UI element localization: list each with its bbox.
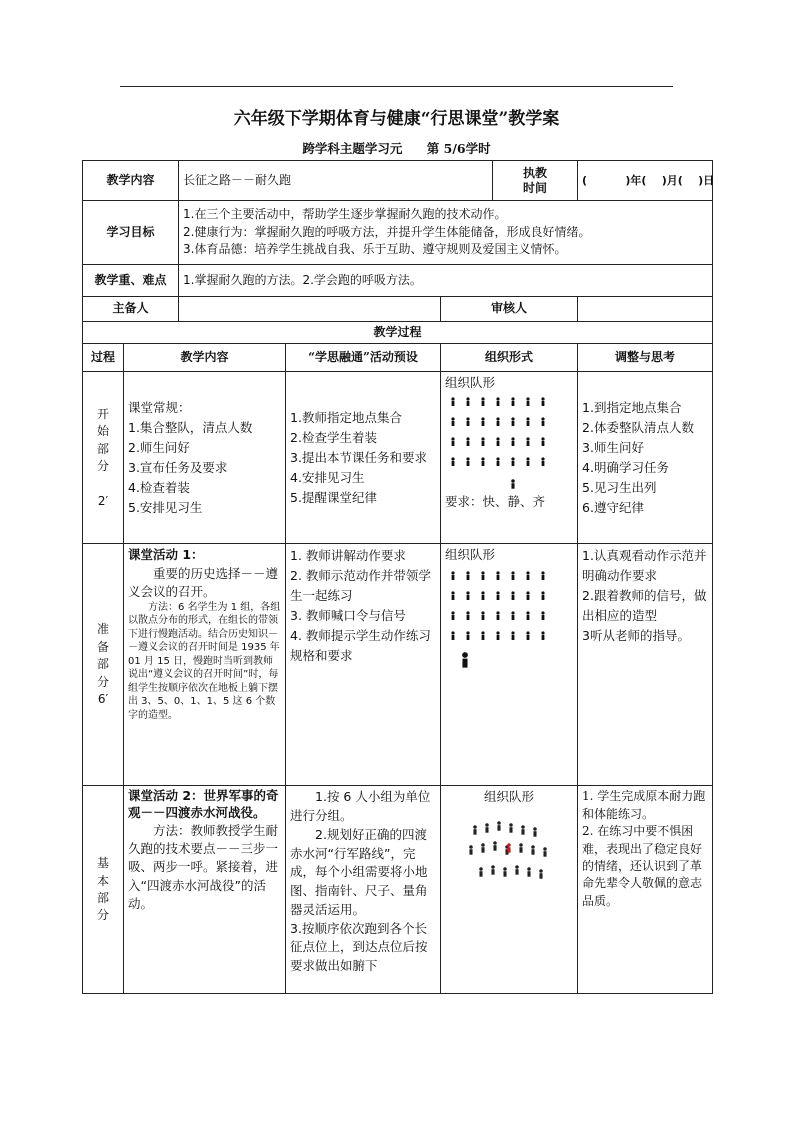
student-figure [526, 437, 529, 446]
main-content [124, 786, 286, 994]
student-figure [473, 825, 477, 834]
teacher-figure [511, 479, 515, 488]
student-figure [469, 845, 473, 854]
activity-line: 1.教师指定地点集合 [290, 409, 402, 425]
student-figure [496, 437, 499, 446]
goals-label: 学习目标 [83, 201, 179, 265]
subtitle-lesson: 第 5/6学时 [426, 141, 491, 156]
student-figure [496, 397, 499, 406]
student-figure [503, 867, 507, 876]
activity-line: 2.规划好正确的四渡赤水河“行军路线”，完成，每个小组需要将小地图、指南针、尺子、量角器灵活运用。 [290, 826, 428, 917]
student-figure [496, 631, 499, 640]
reflection-line: 1.认真观看动作示范并明确动作要求 [582, 548, 707, 584]
content-line: 2.师生问好 [128, 439, 190, 455]
org-note: 要求：快、静、齐 [445, 493, 546, 509]
student-figure [541, 631, 544, 640]
activity-line: 1.按 6 人小组为单位进行分组。 [290, 789, 431, 824]
exec-time-value: ( )年( )月( )日 [578, 161, 713, 201]
activity-method: 方法：教师教授学生耐久跑的技术要点－－三步一吸、两步一呼。紧接着，进入“四渡赤水河战役”的活动。 [128, 823, 279, 911]
student-figure [451, 397, 454, 406]
reflection-line: 6.遵守纪律 [582, 499, 644, 515]
student-figure [479, 867, 483, 876]
activity-lead: 重要的历史选择－－遵义会议的召开。 [128, 565, 279, 599]
content-value: 长征之路－－耐久跑 [179, 161, 493, 201]
student-figure [451, 457, 454, 466]
student-figure [481, 611, 484, 620]
warmup-content [124, 544, 286, 786]
student-figure [541, 417, 544, 426]
org-title: 组织队形 [484, 789, 535, 805]
student-figure [466, 611, 469, 620]
student-figure [451, 437, 454, 446]
student-figure [541, 571, 544, 580]
activity-line: 4. 教师提示学生动作练习规格和要求 [290, 628, 431, 664]
col-header-content: 教学内容 [124, 344, 286, 372]
student-figure [481, 843, 485, 852]
student-figure [543, 847, 547, 856]
start-organization [441, 372, 578, 544]
student-figure [485, 823, 489, 832]
student-figure [481, 437, 484, 446]
reflection-line: 1.到指定地点集合 [582, 399, 682, 415]
student-figure [451, 417, 454, 426]
student-figure [511, 417, 514, 426]
start-activities [286, 372, 441, 544]
student-figure [526, 631, 529, 640]
activity-title: 课堂活动 1： [128, 547, 204, 563]
student-figure [451, 571, 454, 580]
student-figure [526, 591, 529, 600]
org-title: 组织队形 [445, 547, 496, 563]
main-reflection [578, 786, 713, 994]
col-header-activities: “学思融通”活动预设 [286, 344, 441, 372]
teacher-figure [462, 652, 468, 667]
student-figure [496, 611, 499, 620]
activity-method: 方法：6 名学生为 1 组，各组以散点分布的形式，在组长的带领下进行慢跑活动。结合历史知识－－遵义会议的召开时间是 1935 年 01 月 15 日，慢跑时当听到教师说出“遵义会议的召开时间”时，每组学生按顺序依次在地板上躺下摆出 3、5、0、1、1、5 这 6 个数字的造型。 [128, 601, 281, 721]
student-figure [526, 611, 529, 620]
warmup-activities [286, 544, 441, 786]
lesson-plan-table [82, 160, 713, 994]
student-figure [451, 591, 454, 600]
student-figure [509, 823, 513, 832]
student-figure [526, 397, 529, 406]
student-figure [541, 457, 544, 466]
reviewer-value [578, 297, 713, 322]
student-figure [481, 397, 484, 406]
reflection-line: 2.跟着教师的信号，做出相应的造型 [582, 588, 707, 624]
key-points-value: 1.掌握耐久跑的方法。2.学会跑的呼吸方法。 [179, 265, 713, 297]
student-figure [541, 397, 544, 406]
reviewer-label: 审核人 [441, 297, 578, 322]
process-section-title: 教学过程 [83, 322, 713, 344]
student-figure [539, 869, 543, 878]
reflection-line: 2. 在练习中要不惧困难，表现出了稳定良好的情绪，还认识到了革命先辈令人敬佩的意志品质。 [582, 824, 703, 908]
student-figure [481, 417, 484, 426]
reflection-line: 3.师生问好 [582, 439, 644, 455]
activity-line: 3.提出本节课任务和要求 [290, 449, 427, 465]
col-header-reflection: 调整与思考 [578, 344, 713, 372]
student-figure [526, 457, 529, 466]
student-figure [515, 865, 519, 874]
reflection-line: 3听从老师的指导。 [582, 628, 690, 644]
student-figure [527, 867, 531, 876]
formation-diagram-main [445, 807, 565, 897]
student-figure [451, 631, 454, 640]
goals-list [179, 201, 713, 265]
phase-warmup: 准 备 部 分 6′ [83, 544, 124, 786]
student-figure [466, 457, 469, 466]
teacher-figure [507, 843, 511, 852]
activity-line: 3. 教师喊口令与信号 [290, 608, 406, 624]
main-organization [441, 786, 578, 994]
goal-item: 2.健康行为：掌握耐久跑的呼吸方法，并提升学生体能储备，形成良好情绪。 [183, 224, 591, 239]
phase-main: 基 本 部 分 [83, 786, 124, 994]
goal-item: 3.体育品德：培养学生挑战自我、乐于互助、遵守规则及爱国主义情怀。 [183, 242, 567, 257]
student-figure [496, 457, 499, 466]
student-figure [466, 397, 469, 406]
content-line: 课堂常规： [128, 399, 191, 415]
activity-line: 2. 教师示范动作并带领学生一起练习 [290, 568, 431, 604]
student-figure [511, 397, 514, 406]
subtitle-unit: 跨学科主题学习元 [302, 141, 403, 156]
content-line: 4.检查着装 [128, 479, 190, 495]
formation-diagram-start [445, 393, 565, 493]
activity-title: 课堂活动 2：世界军事的奇观－－四渡赤水河战役。 [128, 788, 279, 821]
activity-line: 1. 教师讲解动作要求 [290, 548, 406, 564]
student-figure [531, 845, 535, 854]
content-line: 5.安排见习生 [128, 499, 203, 515]
student-figure [491, 865, 495, 874]
document-subtitle [0, 139, 793, 157]
student-figure [496, 417, 499, 426]
student-figure [481, 457, 484, 466]
student-figure [466, 591, 469, 600]
col-header-organization: 组织形式 [441, 344, 578, 372]
document-title: 六年级下学期体育与健康“行思课堂”教学案 [233, 109, 560, 129]
warmup-organization [441, 544, 578, 786]
key-points-label: 教学重、难点 [83, 265, 179, 297]
student-figure [526, 571, 529, 580]
activity-line: 4.安排见习生 [290, 469, 365, 485]
content-line: 1.集合整队，清点人数 [128, 419, 253, 435]
student-figure [511, 631, 514, 640]
student-figure [511, 457, 514, 466]
student-figure [466, 571, 469, 580]
student-figure [541, 611, 544, 620]
activity-line: 2.检查学生着装 [290, 429, 377, 445]
student-figure [511, 437, 514, 446]
activity-line: 5.提醒课堂纪律 [290, 489, 377, 505]
header-rule [120, 86, 673, 87]
reflection-line: 4.明确学习任务 [582, 459, 669, 475]
preparer-value [179, 297, 441, 322]
student-figure [466, 631, 469, 640]
student-figure [541, 437, 544, 446]
student-figure [526, 417, 529, 426]
goal-item: 1.在三个主要活动中，帮助学生逐步掌握耐久跑的技术动作。 [183, 207, 507, 222]
student-figure [451, 611, 454, 620]
student-figure [496, 571, 499, 580]
activity-line: 3.按顺序依次跑到各个长征点位上，到达点位后按要求做出如腑下 [290, 920, 428, 974]
content-line: 3.宣布任务及要求 [128, 459, 228, 475]
content-label: 教学内容 [83, 161, 179, 201]
student-figure [466, 437, 469, 446]
start-content [124, 372, 286, 544]
exec-time-label: 执教 时间 [493, 161, 578, 201]
reflection-line: 5.见习生出列 [582, 479, 657, 495]
student-figure [496, 591, 499, 600]
student-figure [466, 417, 469, 426]
student-figure [533, 827, 537, 836]
warmup-reflection [578, 544, 713, 786]
student-figure [481, 631, 484, 640]
student-figure [511, 571, 514, 580]
student-figure [481, 571, 484, 580]
formation-diagram-warmup [445, 565, 565, 680]
reflection-line: 1. 学生完成原本耐力跑和体能练习。 [582, 789, 706, 821]
student-figure [481, 591, 484, 600]
preparer-label: 主备人 [83, 297, 179, 322]
org-title: 组织队形 [445, 375, 496, 391]
student-figure [521, 825, 525, 834]
student-figure [519, 843, 523, 852]
student-figure [493, 841, 497, 850]
student-figure [541, 591, 544, 600]
student-figure [497, 821, 501, 830]
student-figure [511, 591, 514, 600]
col-header-phase: 过程 [83, 344, 124, 372]
phase-start: 开 始 部 分 2′ [83, 372, 124, 544]
reflection-line: 2.体委整队清点人数 [582, 419, 694, 435]
start-reflection [578, 372, 713, 544]
student-figure [511, 611, 514, 620]
main-activities [286, 786, 441, 994]
